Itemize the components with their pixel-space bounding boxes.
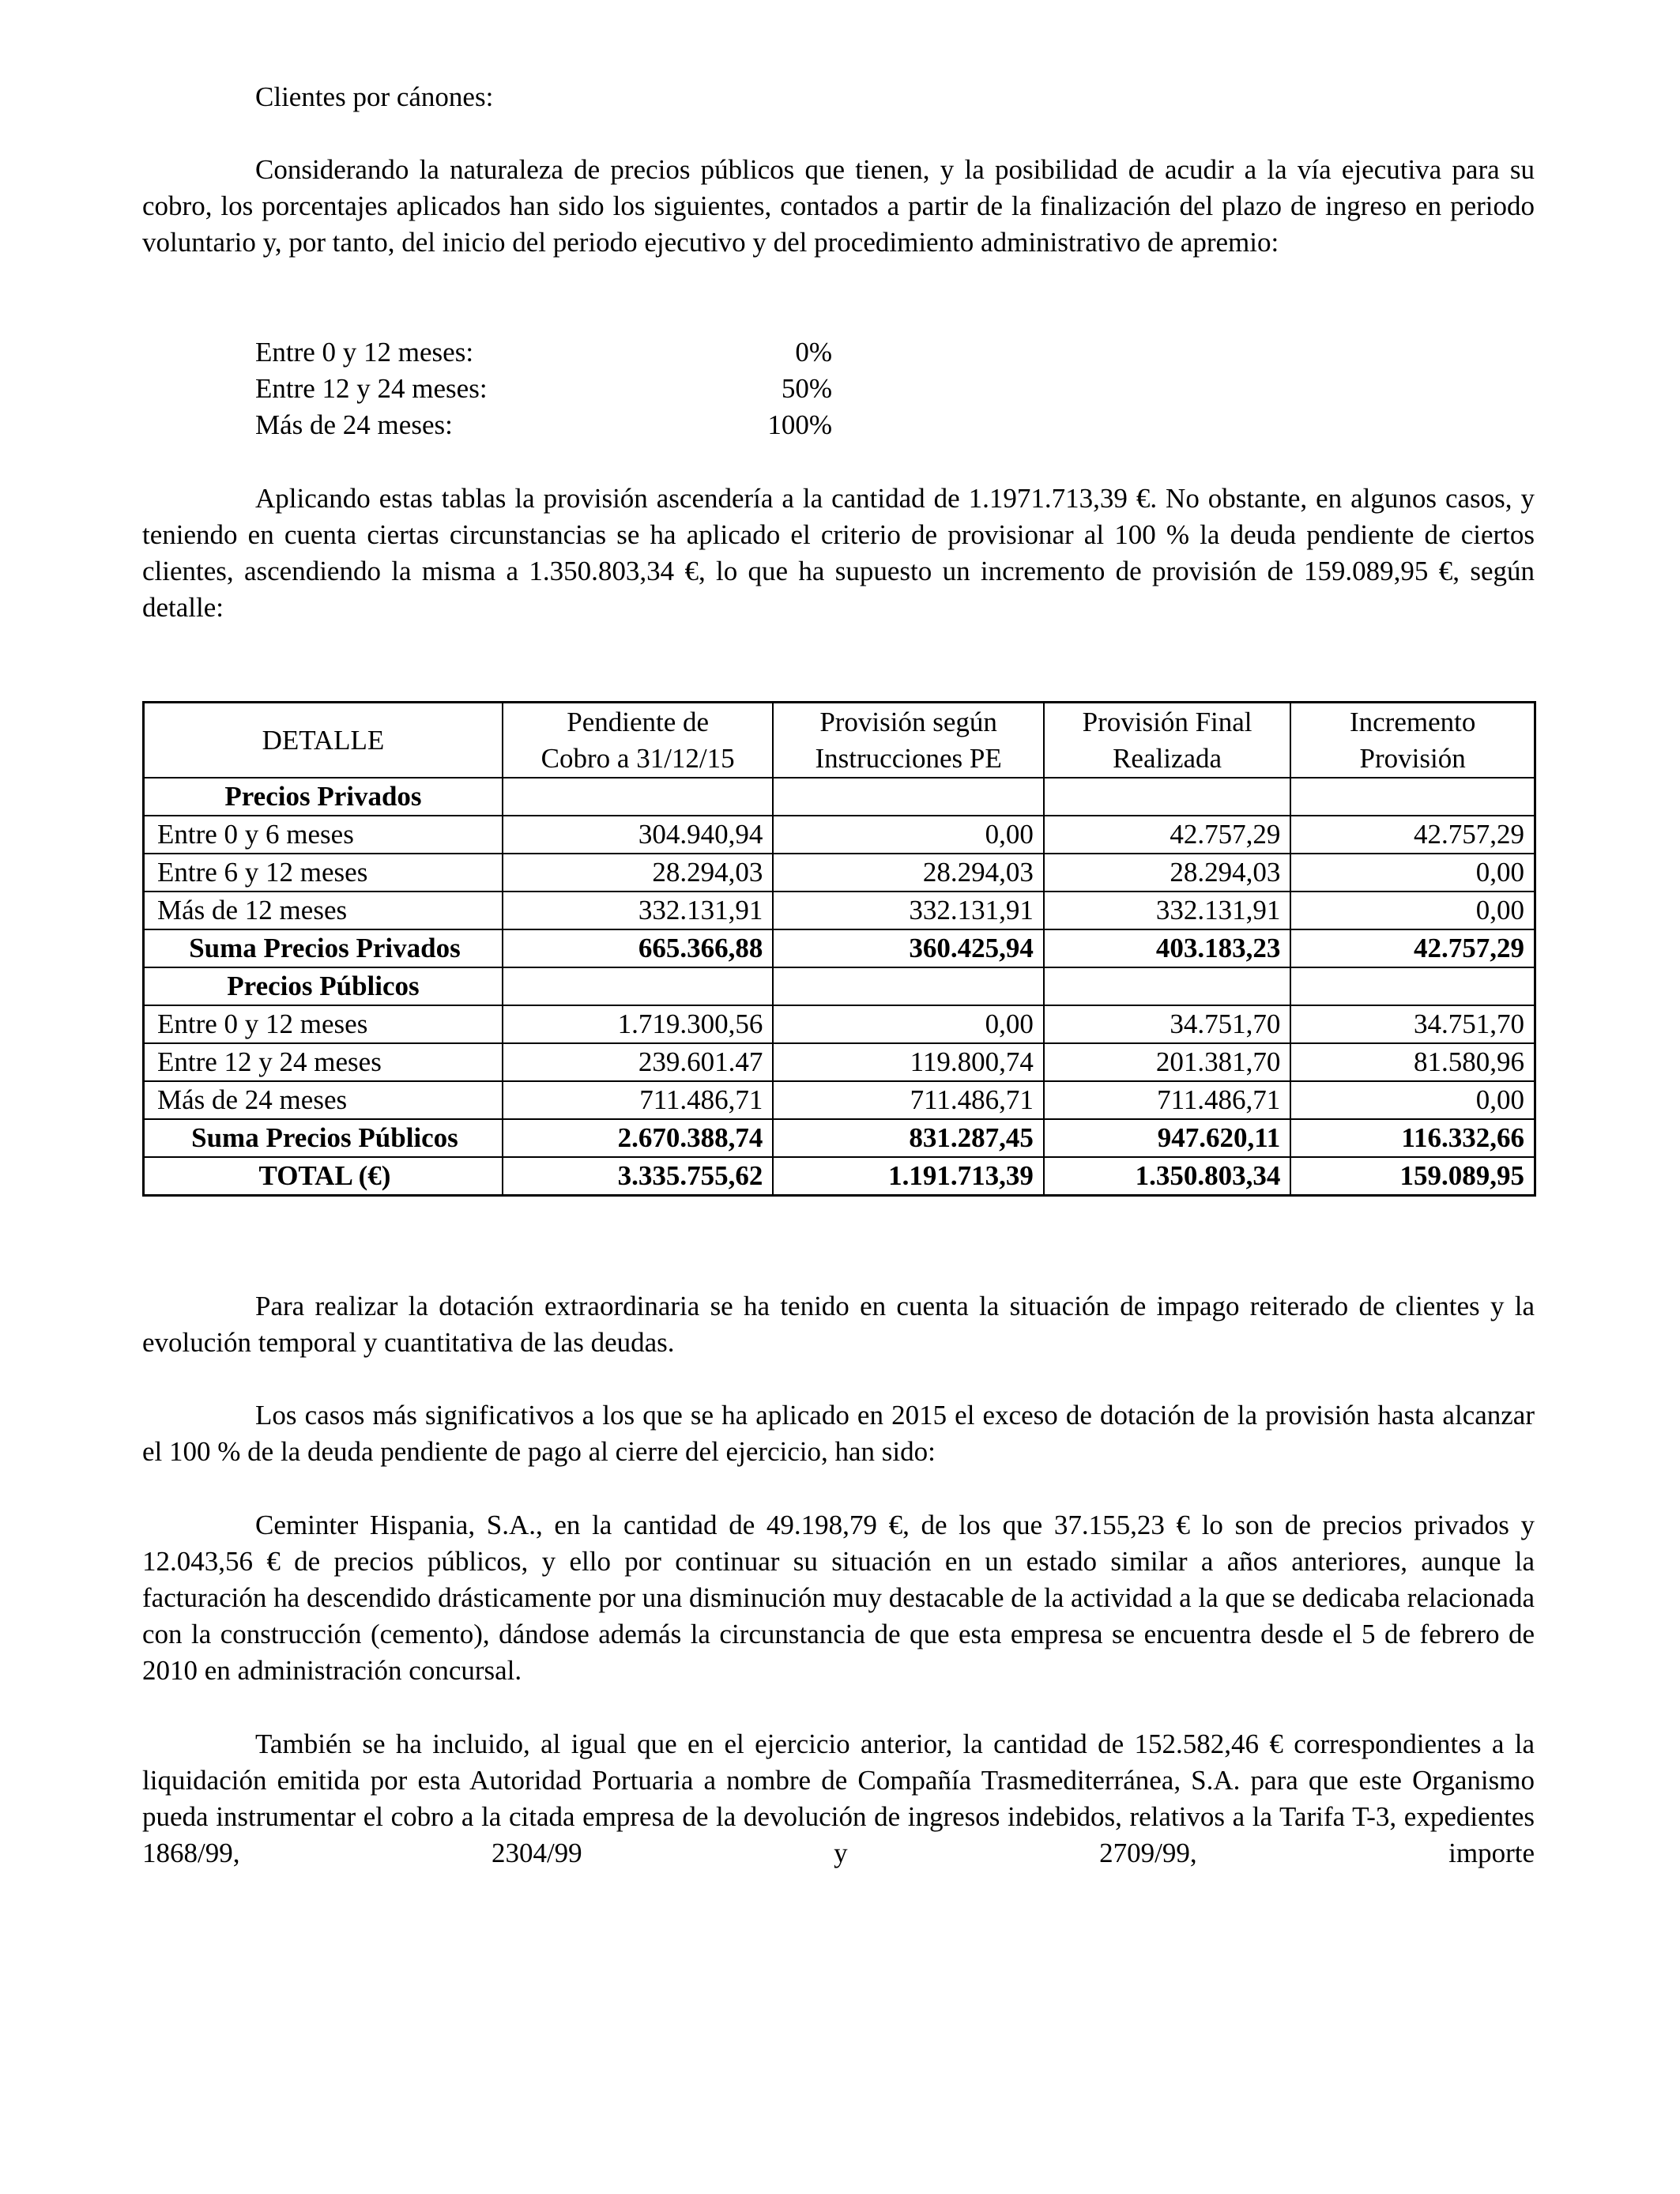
intro-paragraph: Considerando la naturaleza de precios públicos que tienen, y la posibilidad de acudir a la vía ejecutiva para su cobro, los porcentajes aplicados han sido los siguientes, contados a partir de la finalización del plazo de ingreso en periodo voluntario y, por tanto, del inicio del periodo ejecutivo y del procedimiento administrativo de apremio: bbox=[142, 154, 1535, 258]
empty-cell bbox=[1044, 778, 1290, 816]
percentage-row bbox=[255, 407, 832, 443]
cell-pendiente: 332.131,91 bbox=[503, 892, 773, 929]
header-line: Pendiente de bbox=[567, 706, 710, 737]
row-label: Entre 0 y 12 meses bbox=[144, 1005, 503, 1043]
table-row bbox=[144, 1005, 1535, 1043]
table-row bbox=[144, 854, 1535, 892]
header-line: Realizada bbox=[1113, 742, 1222, 774]
empty-cell bbox=[503, 967, 773, 1005]
cell-final: 34.751,70 bbox=[1044, 1005, 1290, 1043]
percentage-row bbox=[255, 334, 832, 371]
table-row bbox=[144, 816, 1535, 854]
cell-incremento: 34.751,70 bbox=[1290, 1005, 1535, 1043]
total-row bbox=[144, 1157, 1535, 1196]
header-detalle: DETALLE bbox=[144, 703, 503, 778]
percentage-label: Entre 12 y 24 meses: bbox=[255, 373, 488, 404]
header-line: Provisión bbox=[1359, 742, 1466, 774]
sum-row-publicos bbox=[144, 1119, 1535, 1157]
cell-provision: 0,00 bbox=[773, 816, 1043, 854]
cell-pendiente: 665.366,88 bbox=[503, 929, 773, 967]
empty-cell bbox=[773, 967, 1043, 1005]
cell-incremento: 42.757,29 bbox=[1290, 929, 1535, 967]
section-title: Precios Privados bbox=[144, 778, 503, 816]
cell-incremento: 0,00 bbox=[1290, 1081, 1535, 1119]
empty-cell bbox=[773, 778, 1043, 816]
empty-cell bbox=[1290, 967, 1535, 1005]
cell-final: 1.350.803,34 bbox=[1044, 1157, 1290, 1196]
cell-incremento: 0,00 bbox=[1290, 854, 1535, 892]
empty-cell bbox=[503, 778, 773, 816]
cell-provision: 119.800,74 bbox=[773, 1043, 1043, 1081]
row-label: Entre 6 y 12 meses bbox=[144, 854, 503, 892]
cell-pendiente: 3.335.755,62 bbox=[503, 1157, 773, 1196]
empty-cell bbox=[1290, 778, 1535, 816]
table-row bbox=[144, 892, 1535, 929]
applying-paragraph: Aplicando estas tablas la provisión ascendería a la cantidad de 1.1971.713,39 €. No obstante, en algunos casos, y teniendo en cuenta ciertas circunstancias se ha aplicado el criterio de provisionar al 100 % la deuda pendiente de ciertos clientes, ascendiendo la misma a 1.350.803,34 €, lo que ha supuesto un incremento de provisión de 159.089,95 €, según detalle: bbox=[142, 483, 1535, 623]
cell-pendiente: 239.601.47 bbox=[503, 1043, 773, 1081]
cell-provision: 831.287,45 bbox=[773, 1119, 1043, 1157]
section-heading: Clientes por cánones: bbox=[255, 81, 494, 112]
dotacion-paragraph: Para realizar la dotación extraordinaria se ha tenido en cuenta la situación de impago reiterado de clientes y la evolución temporal y cuantitativa de las deudas. bbox=[142, 1291, 1535, 1358]
cell-incremento: 42.757,29 bbox=[1290, 816, 1535, 854]
tambien-paragraph: También se ha incluido, al igual que en el ejercicio anterior, la cantidad de 152.582,46 € correspondientes a la liquidación emitida por esta Autoridad Portuaria a nombre de Compañía Trasmediterránea, S.A. para que este Organismo pueda instrumentar el cobro a la citada empresa de la devolución de ingresos indebidos, relativos a la Tarifa T-3, expedientes 1868/99, 2304/99 y 2709/99, importe bbox=[142, 1728, 1535, 1868]
percentage-value: 100% bbox=[767, 409, 832, 440]
header-line: Instrucciones PE bbox=[815, 742, 1002, 774]
table-header-row bbox=[144, 703, 1535, 778]
cell-incremento: 0,00 bbox=[1290, 892, 1535, 929]
cell-provision: 332.131,91 bbox=[773, 892, 1043, 929]
header-provision bbox=[773, 703, 1043, 778]
row-label: Más de 24 meses bbox=[144, 1081, 503, 1119]
percentage-value: 50% bbox=[781, 373, 832, 404]
percentage-row bbox=[255, 371, 832, 407]
header-incremento bbox=[1290, 703, 1535, 778]
header-pendiente bbox=[503, 703, 773, 778]
percentages-table bbox=[255, 334, 832, 443]
ceminter-paragraph: Ceminter Hispania, S.A., en la cantidad de 49.198,79 €, de los que 37.155,23 € lo son de precios privados y 12.043,56 € de precios públicos, y ello por continuar su situación en un estado similar a años anteriores, aunque la facturación ha descendido drásticamente por una disminución muy destacable de la actividad a la que se dedicaba relacionada con la construcción (cemento), dándose además la circunstancia de que esta empresa se encuentra desde el 5 de febrero de 2010 en administración concursal. bbox=[142, 1510, 1535, 1686]
table-row bbox=[144, 1043, 1535, 1081]
section-title: Precios Públicos bbox=[144, 967, 503, 1005]
table-row bbox=[144, 1081, 1535, 1119]
cell-provision: 711.486,71 bbox=[773, 1081, 1043, 1119]
cell-pendiente: 2.670.388,74 bbox=[503, 1119, 773, 1157]
casos-paragraph: Los casos más significativos a los que se ha aplicado en 2015 el exceso de dotación de la provisión hasta alcanzar el 100 % de la deuda pendiente de pago al cierre del ejercicio, han sido: bbox=[142, 1400, 1535, 1467]
cell-final: 947.620,11 bbox=[1044, 1119, 1290, 1157]
row-label: Suma Precios Públicos bbox=[144, 1119, 503, 1157]
cell-provision: 0,00 bbox=[773, 1005, 1043, 1043]
cell-incremento: 116.332,66 bbox=[1290, 1119, 1535, 1157]
percentage-value: 0% bbox=[795, 337, 832, 368]
row-label: Suma Precios Privados bbox=[144, 929, 503, 967]
percentage-label: Entre 0 y 12 meses: bbox=[255, 337, 474, 368]
row-label: Entre 0 y 6 meses bbox=[144, 816, 503, 854]
header-line: Cobro a 31/12/15 bbox=[541, 742, 735, 774]
detail-table bbox=[142, 701, 1536, 1197]
cell-pendiente: 1.719.300,56 bbox=[503, 1005, 773, 1043]
header-line: Incremento bbox=[1349, 706, 1476, 737]
cell-pendiente: 711.486,71 bbox=[503, 1081, 773, 1119]
cell-pendiente: 304.940,94 bbox=[503, 816, 773, 854]
cell-final: 711.486,71 bbox=[1044, 1081, 1290, 1119]
section-row-privados bbox=[144, 778, 1535, 816]
sum-row-privados bbox=[144, 929, 1535, 967]
cell-final: 28.294,03 bbox=[1044, 854, 1290, 892]
cell-incremento: 81.580,96 bbox=[1290, 1043, 1535, 1081]
cell-pendiente: 28.294,03 bbox=[503, 854, 773, 892]
cell-final: 332.131,91 bbox=[1044, 892, 1290, 929]
cell-incremento: 159.089,95 bbox=[1290, 1157, 1535, 1196]
row-label: Entre 12 y 24 meses bbox=[144, 1043, 503, 1081]
percentage-label: Más de 24 meses: bbox=[255, 409, 453, 440]
row-label: TOTAL (€) bbox=[144, 1157, 503, 1196]
cell-provision: 360.425,94 bbox=[773, 929, 1043, 967]
cell-provision: 28.294,03 bbox=[773, 854, 1043, 892]
cell-provision: 1.191.713,39 bbox=[773, 1157, 1043, 1196]
header-line: Provisión según bbox=[819, 706, 997, 737]
cell-final: 403.183,23 bbox=[1044, 929, 1290, 967]
cell-final: 201.381,70 bbox=[1044, 1043, 1290, 1081]
row-label: Más de 12 meses bbox=[144, 892, 503, 929]
section-row-publicos bbox=[144, 967, 1535, 1005]
header-line: Provisión Final bbox=[1082, 706, 1252, 737]
cell-final: 42.757,29 bbox=[1044, 816, 1290, 854]
empty-cell bbox=[1044, 967, 1290, 1005]
header-final bbox=[1044, 703, 1290, 778]
